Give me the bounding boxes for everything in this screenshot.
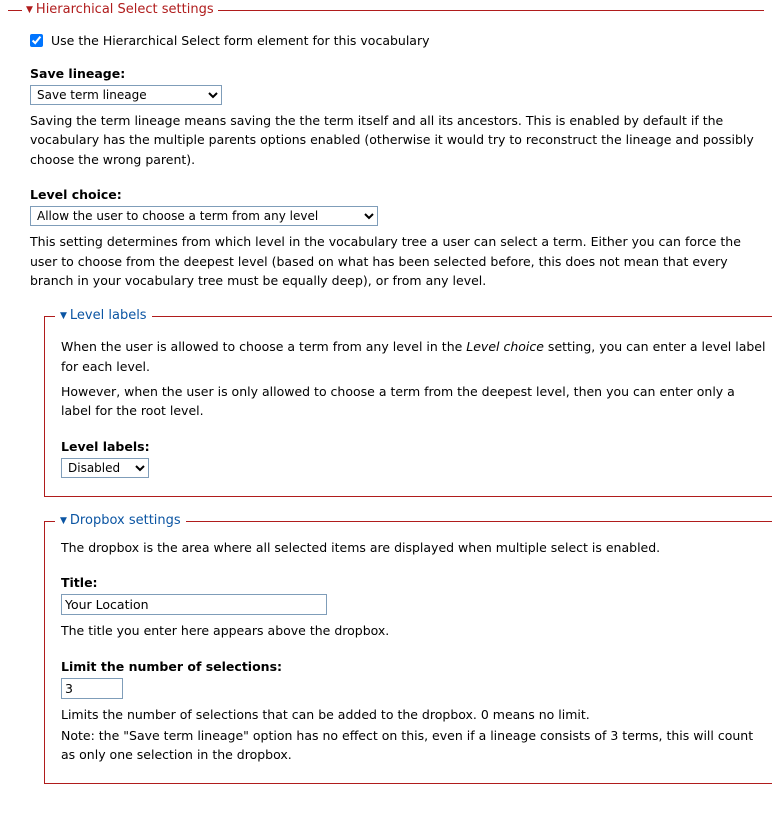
level-choice-description: This setting determines from which level in the vocabulary tree a user can select a term. Either you can force the user to choose from the deepest level (based on what has been selected before, this does not mean that every branch in your vocabulary tree must be equally deep), or from any level.: [30, 234, 741, 288]
dropbox-title-description: The title you enter here appears above the dropbox.: [61, 623, 390, 639]
dropbox-description: The dropbox is the area where all selected items are displayed when multiple select is enabled.: [61, 539, 661, 555]
dropbox-title-label: Title:: [61, 575, 98, 591]
level-labels-legend: ▼ Level labels: [55, 308, 152, 323]
dropbox-limit-description: Limits the number of selections that can be added to the dropbox. 0 means no limit.: [61, 706, 590, 722]
save-lineage-description: Saving the term lineage means saving the the term itself and all its ancestors. This is enabled by default if the vocabulary has the multiple parents options enabled (otherwise it would try to reconstruct the lineage and possibly choose the wrong parent).: [30, 113, 754, 167]
level-labels-fieldset: [44, 308, 772, 497]
dropbox-settings-fieldset: [44, 512, 772, 784]
hierarchical-select-settings-legend: ▼ Hierarchical Select settings: [22, 2, 218, 17]
level-labels-field-label: Level labels:: [61, 438, 150, 454]
level-choice-select[interactable]: [30, 206, 378, 226]
settings-content: [8, 11, 764, 784]
collapse-arrow-icon[interactable]: ▼: [26, 5, 33, 15]
use-hierarchical-select-row[interactable]: [30, 33, 764, 48]
level-choice-label: Level choice:: [30, 187, 122, 203]
collapse-arrow-icon[interactable]: ▼: [60, 515, 67, 526]
use-hierarchical-select-label[interactable]: Use the Hierarchical Select form element for this vocabulary: [51, 33, 430, 48]
dropbox-limit-input[interactable]: [61, 678, 123, 699]
save-lineage-select[interactable]: [30, 85, 222, 105]
level-labels-content: [45, 317, 772, 496]
level-labels-select[interactable]: [61, 458, 149, 478]
dropbox-settings-content: [45, 522, 772, 783]
save-lineage-label: Save lineage:: [30, 66, 126, 81]
dropbox-limit-label: Limit the number of selections:: [61, 658, 283, 674]
collapse-arrow-icon[interactable]: ▼: [60, 311, 67, 322]
use-hierarchical-select-checkbox[interactable]: [30, 34, 43, 47]
dropbox-limit-note: Note: the "Save term lineage" option has no effect on this, even if a lineage consists of 3 terms, this will count as only one selection in the dropbox.: [61, 727, 754, 763]
dropbox-title-input[interactable]: [61, 594, 327, 615]
dropbox-settings-legend: ▼ Dropbox settings: [55, 513, 186, 528]
level-labels-description-2: However, when the user is only allowed to choose a term from the deepest level, then you can enter only a label for the root level.: [61, 384, 735, 419]
level-labels-description-1: When the user is allowed to choose a term from any level in the Level choice setting, you can enter a level label for each level.: [61, 339, 766, 374]
hierarchical-select-settings-fieldset: [8, 2, 766, 784]
